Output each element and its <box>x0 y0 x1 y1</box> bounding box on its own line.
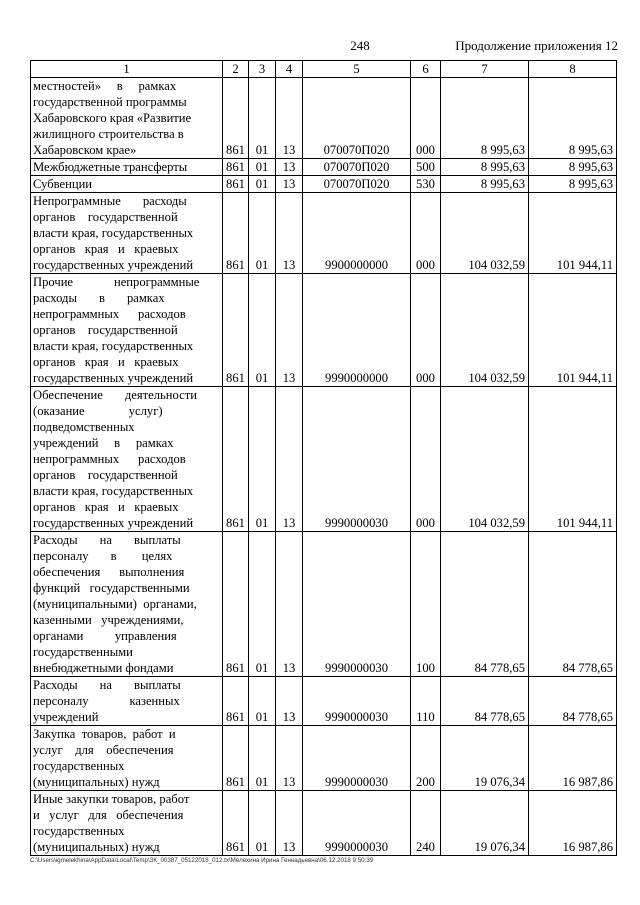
expense-type-code: 000 <box>411 387 441 532</box>
amount-year-1: 8 995,63 <box>441 176 529 193</box>
expense-type-code: 100 <box>411 532 441 677</box>
description-line: Обеспечение деятельности <box>33 388 197 402</box>
description-line: непрограммных расходов <box>33 307 186 321</box>
section-code: 01 <box>249 159 276 176</box>
description-line: персоналу в целях <box>33 549 173 563</box>
glavnyi-code: 861 <box>223 387 249 532</box>
description-line: Субвенции <box>33 177 93 191</box>
description-line: Расходы на выплаты <box>33 678 181 692</box>
amount-year-2: 16 987,86 <box>529 726 617 791</box>
expense-type-code: 530 <box>411 176 441 193</box>
target-article-code: 9990000030 <box>303 387 411 532</box>
description-line: учреждений в рамках <box>33 436 174 450</box>
subsection-code: 13 <box>276 193 303 274</box>
amount-year-2: 101 944,11 <box>529 193 617 274</box>
description-line: органов государственной <box>33 210 178 224</box>
glavnyi-code: 861 <box>223 274 249 387</box>
target-article-code: 9990000030 <box>303 726 411 791</box>
row-description <box>31 159 223 176</box>
subsection-code: 13 <box>276 159 303 176</box>
glavnyi-code: 861 <box>223 532 249 677</box>
description-line: функций государственными <box>33 581 190 595</box>
row-description <box>31 726 223 791</box>
description-line: внебюджетными фондами <box>33 661 174 675</box>
amount-year-1: 84 778,65 <box>441 677 529 726</box>
target-article-code: 9990000030 <box>303 791 411 856</box>
description-line: непрограммных расходов <box>33 452 186 466</box>
glavnyi-code: 861 <box>223 726 249 791</box>
target-article-code: 070070П020 <box>303 176 411 193</box>
description-line: персоналу казенных <box>33 694 180 708</box>
description-line: государственных <box>33 759 125 773</box>
glavnyi-code: 861 <box>223 791 249 856</box>
section-code: 01 <box>249 274 276 387</box>
subsection-code: 13 <box>276 532 303 677</box>
description-line: жилищного строительства в <box>33 127 184 141</box>
row-description <box>31 387 223 532</box>
amount-year-1: 19 076,34 <box>441 791 529 856</box>
subsection-code: 13 <box>276 78 303 159</box>
description-line: местностей» в рамках <box>33 79 177 93</box>
description-line: власти края, государственных <box>33 339 194 353</box>
amount-year-1: 104 032,59 <box>441 387 529 532</box>
table-row <box>31 78 617 159</box>
table-row <box>31 274 617 387</box>
expense-type-code: 240 <box>411 791 441 856</box>
col-header: 8 <box>529 61 617 78</box>
glavnyi-code: 861 <box>223 193 249 274</box>
description-line: Расходы на выплаты <box>33 533 181 547</box>
description-line: учреждений <box>33 710 99 724</box>
description-line: Межбюджетные трансферты <box>33 160 188 174</box>
table-row <box>31 677 617 726</box>
description-line: казенными учреждениями, <box>33 613 184 627</box>
table-row <box>31 176 617 193</box>
col-header: 5 <box>303 61 411 78</box>
amount-year-1: 19 076,34 <box>441 726 529 791</box>
table-row <box>31 159 617 176</box>
col-header: 7 <box>441 61 529 78</box>
section-code: 01 <box>249 726 276 791</box>
amount-year-1: 8 995,63 <box>441 159 529 176</box>
description-line: (муниципальных) нужд <box>33 775 160 789</box>
target-article-code: 9990000000 <box>303 274 411 387</box>
description-line: органов края и краевых <box>33 355 179 369</box>
section-code: 01 <box>249 176 276 193</box>
description-line: органов края и краевых <box>33 500 179 514</box>
row-description <box>31 677 223 726</box>
description-line: расходы в рамках <box>33 291 165 305</box>
budget-table <box>30 60 617 856</box>
description-line: государственной программы <box>33 95 187 109</box>
row-description <box>31 274 223 387</box>
amount-year-2: 84 778,65 <box>529 677 617 726</box>
section-code: 01 <box>249 387 276 532</box>
description-line: Непрограммные расходы <box>33 194 187 208</box>
section-code: 01 <box>249 193 276 274</box>
description-line: государственных <box>33 824 125 838</box>
subsection-code: 13 <box>276 387 303 532</box>
description-line: власти края, государственных <box>33 484 194 498</box>
expense-type-code: 000 <box>411 274 441 387</box>
glavnyi-code: 861 <box>223 176 249 193</box>
table-row <box>31 193 617 274</box>
description-line: органов государственной <box>33 468 178 482</box>
glavnyi-code: 861 <box>223 78 249 159</box>
glavnyi-code: 861 <box>223 677 249 726</box>
header-row <box>31 61 617 78</box>
description-line: подведомственных <box>33 420 135 434</box>
subsection-code: 13 <box>276 176 303 193</box>
description-line: Иные закупки товаров, работ <box>33 792 190 806</box>
row-description <box>31 176 223 193</box>
expense-type-code: 000 <box>411 193 441 274</box>
amount-year-1: 84 778,65 <box>441 532 529 677</box>
amount-year-2: 8 995,63 <box>529 78 617 159</box>
description-line: государственных учреждений <box>33 258 194 272</box>
amount-year-2: 16 987,86 <box>529 791 617 856</box>
description-line: обеспечения выполнения <box>33 565 185 579</box>
target-article-code: 9900000000 <box>303 193 411 274</box>
glavnyi-code: 861 <box>223 159 249 176</box>
target-article-code: 9990000030 <box>303 677 411 726</box>
table-row <box>31 387 617 532</box>
description-line: услуг для обеспечения <box>33 743 174 757</box>
footer-path: C:\Users\igmelekhina\AppData\Local\Temp\ЗК_00387_05122018_012.tx\Мелехина Ирина Геннадьевна\06.12.2018 9:50:39 <box>30 857 374 864</box>
amount-year-2: 8 995,63 <box>529 176 617 193</box>
row-description <box>31 791 223 856</box>
row-description <box>31 193 223 274</box>
description-line: (муниципальных) нужд <box>33 840 160 854</box>
page-number: 248 <box>350 38 370 53</box>
col-header: 3 <box>249 61 276 78</box>
row-description <box>31 78 223 159</box>
col-header: 6 <box>411 61 441 78</box>
description-line: (оказание услуг) <box>33 404 163 418</box>
description-line: государственных учреждений <box>33 371 194 385</box>
description-line: Прочие непрограммные <box>33 275 200 289</box>
amount-year-2: 84 778,65 <box>529 532 617 677</box>
col-header: 2 <box>223 61 249 78</box>
amount-year-1: 104 032,59 <box>441 193 529 274</box>
expense-type-code: 110 <box>411 677 441 726</box>
section-code: 01 <box>249 791 276 856</box>
description-line: Хабаровского края «Развитие <box>33 111 192 125</box>
table-row <box>31 532 617 677</box>
amount-year-2: 8 995,63 <box>529 159 617 176</box>
description-line: (муниципальными) органами, <box>33 597 197 611</box>
section-code: 01 <box>249 677 276 726</box>
amount-year-1: 104 032,59 <box>441 274 529 387</box>
description-line: и услуг для обеспечения <box>33 808 184 822</box>
continuation-title: Продолжение приложения 12 <box>455 38 618 53</box>
section-code: 01 <box>249 78 276 159</box>
description-line: государственными <box>33 645 133 659</box>
description-line: государственных учреждений <box>33 516 194 530</box>
description-line: власти края, государственных <box>33 226 194 240</box>
target-article-code: 070070П020 <box>303 159 411 176</box>
row-description <box>31 532 223 677</box>
description-line: органов государственной <box>33 323 178 337</box>
target-article-code: 9990000030 <box>303 532 411 677</box>
subsection-code: 13 <box>276 274 303 387</box>
description-line: Хабаровском крае» <box>33 143 137 157</box>
subsection-code: 13 <box>276 726 303 791</box>
subsection-code: 13 <box>276 677 303 726</box>
section-code: 01 <box>249 532 276 677</box>
table-row <box>31 791 617 856</box>
subsection-code: 13 <box>276 791 303 856</box>
expense-type-code: 500 <box>411 159 441 176</box>
amount-year-1: 8 995,63 <box>441 78 529 159</box>
col-header: 1 <box>31 61 223 78</box>
description-line: органов края и краевых <box>33 242 179 256</box>
description-line: органами управления <box>33 629 177 643</box>
amount-year-2: 101 944,11 <box>529 274 617 387</box>
table-row <box>31 726 617 791</box>
expense-type-code: 000 <box>411 78 441 159</box>
target-article-code: 070070П020 <box>303 78 411 159</box>
col-header: 4 <box>276 61 303 78</box>
expense-type-code: 200 <box>411 726 441 791</box>
description-line: Закупка товаров, работ и <box>33 727 176 741</box>
amount-year-2: 101 944,11 <box>529 387 617 532</box>
